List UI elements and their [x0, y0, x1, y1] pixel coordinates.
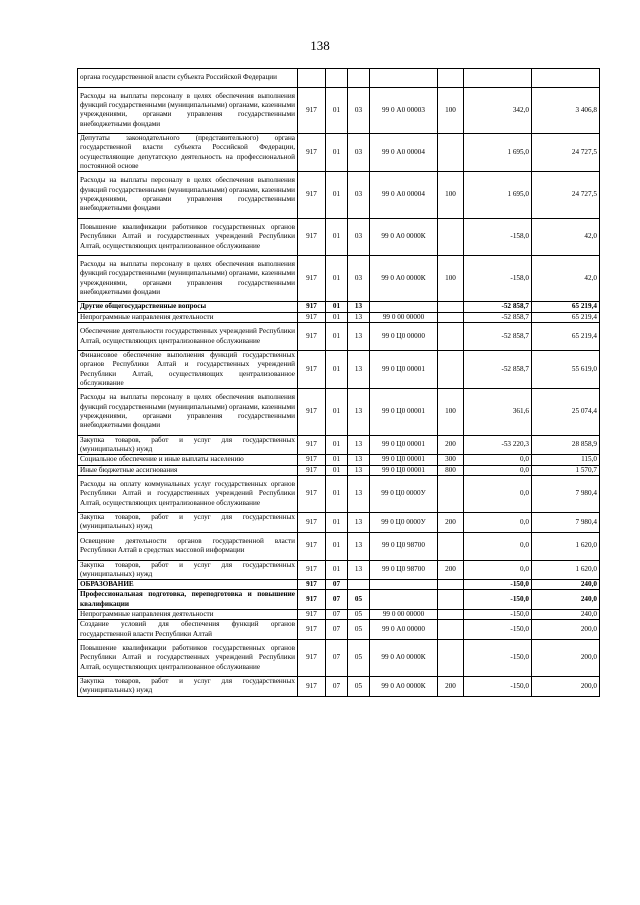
row-subsection-cell: 13 — [348, 302, 370, 312]
row-sum-total-cell: 1 570,7 — [532, 465, 600, 475]
row-sum-total-cell: 42,0 — [532, 255, 600, 302]
row-target-cell: 99 0 А0 00004 — [370, 134, 438, 172]
row-sum-change-cell: -150,0 — [464, 590, 532, 610]
row-name-cell: Закупка товаров, работ и услуг для государственных (муниципальных) нужд — [78, 677, 298, 697]
table-row — [78, 69, 600, 88]
row-sum-change-cell: -52 858,7 — [464, 323, 532, 351]
row-section-cell: 01 — [326, 435, 348, 455]
row-subsection-cell: 13 — [348, 532, 370, 560]
row-sum-change-cell: 361,6 — [464, 389, 532, 436]
table-row — [78, 389, 600, 436]
row-sum-change-cell: -150,0 — [464, 620, 532, 640]
row-section-cell: 07 — [326, 639, 348, 676]
row-subsection-cell: 05 — [348, 677, 370, 697]
row-vr-cell: 200 — [438, 513, 464, 533]
table-row — [78, 323, 600, 351]
row-sum-total-cell: 1 620,0 — [532, 560, 600, 580]
row-sum-total-cell: 200,0 — [532, 639, 600, 676]
row-subsection-cell: 03 — [348, 172, 370, 219]
budget-table-body — [78, 69, 600, 697]
row-name-cell: Депутаты законодательного (представительного) органа государственной власти субъекта Российской Федерации, осуществляющие депутатскую деятельность на профессиональной постоянной основе — [78, 134, 298, 172]
row-target-cell: 99 0 Ц0 00001 — [370, 350, 438, 388]
row-name-cell: органа государственной власти субъекта Российской Федерации — [78, 69, 298, 88]
row-section-cell: 01 — [326, 350, 348, 388]
row-vr-cell: 100 — [438, 389, 464, 436]
row-code-cell: 917 — [298, 435, 326, 455]
row-target-cell: 99 0 Ц0 00000 — [370, 323, 438, 351]
table-row — [78, 87, 600, 134]
row-sum-total-cell — [532, 69, 600, 88]
row-target-cell — [370, 590, 438, 610]
row-sum-total-cell: 7 980,4 — [532, 513, 600, 533]
row-section-cell: 01 — [326, 87, 348, 134]
row-name-cell: Расходы на выплаты персоналу в целях обеспечения выполнения функций государственными (муниципальными) органами, казенными учреждениями, органами управления государственными внебюджетными фондами — [78, 255, 298, 302]
row-code-cell: 917 — [298, 639, 326, 676]
row-subsection-cell: 05 — [348, 639, 370, 676]
row-vr-cell: 200 — [438, 560, 464, 580]
row-target-cell: 99 0 А0 00000 — [370, 620, 438, 640]
table-row — [78, 350, 600, 388]
row-code-cell: 917 — [298, 560, 326, 580]
row-name-cell: Закупка товаров, работ и услуг для государственных (муниципальных) нужд — [78, 513, 298, 533]
row-target-cell: 99 0 Ц0 98700 — [370, 560, 438, 580]
row-vr-cell — [438, 323, 464, 351]
row-sum-total-cell: 42,0 — [532, 218, 600, 255]
row-sum-change-cell: 0,0 — [464, 560, 532, 580]
row-section-cell: 01 — [326, 323, 348, 351]
budget-table — [77, 68, 600, 697]
row-target-cell — [370, 302, 438, 312]
table-row — [78, 302, 600, 312]
row-name-cell: Закупка товаров, работ и услуг для государственных (муниципальных) нужд — [78, 435, 298, 455]
row-target-cell: 99 0 А0 0000К — [370, 639, 438, 676]
row-code-cell — [298, 69, 326, 88]
row-sum-total-cell: 240,0 — [532, 580, 600, 590]
table-row — [78, 580, 600, 590]
row-section-cell: 01 — [326, 255, 348, 302]
row-name-cell: Расходы на оплату коммунальных услуг государственных органов Республики Алтай и государственных учреждений Республики Алтай, осуществляющих централизованное обслуживание — [78, 475, 298, 512]
row-code-cell: 917 — [298, 580, 326, 590]
row-sum-total-cell: 200,0 — [532, 677, 600, 697]
row-subsection-cell: 13 — [348, 465, 370, 475]
row-code-cell: 917 — [298, 389, 326, 436]
row-section-cell: 01 — [326, 134, 348, 172]
row-sum-change-cell: -158,0 — [464, 218, 532, 255]
row-sum-total-cell: 7 980,4 — [532, 475, 600, 512]
row-vr-cell — [438, 312, 464, 322]
row-subsection-cell: 13 — [348, 475, 370, 512]
row-code-cell: 917 — [298, 323, 326, 351]
row-subsection-cell: 03 — [348, 218, 370, 255]
row-name-cell: Другие общегосударственные вопросы — [78, 302, 298, 312]
row-subsection-cell: 05 — [348, 609, 370, 619]
row-name-cell: Обеспечение деятельности государственных учреждений Республики Алтай, осуществляющих централизованное обслуживание — [78, 323, 298, 351]
row-subsection-cell: 13 — [348, 389, 370, 436]
row-code-cell: 917 — [298, 532, 326, 560]
table-row — [78, 435, 600, 455]
row-vr-cell: 300 — [438, 455, 464, 465]
table-row — [78, 455, 600, 465]
row-section-cell: 01 — [326, 513, 348, 533]
row-section-cell: 01 — [326, 560, 348, 580]
row-code-cell: 917 — [298, 302, 326, 312]
row-target-cell: 99 0 Ц0 0000У — [370, 475, 438, 512]
row-sum-total-cell: 24 727,5 — [532, 172, 600, 219]
table-row — [78, 312, 600, 322]
row-vr-cell: 800 — [438, 465, 464, 475]
row-sum-change-cell: 0,0 — [464, 465, 532, 475]
row-sum-total-cell: 55 619,0 — [532, 350, 600, 388]
row-target-cell: 99 0 Ц0 00001 — [370, 455, 438, 465]
row-target-cell: 99 0 00 00000 — [370, 609, 438, 619]
row-section-cell: 01 — [326, 532, 348, 560]
row-name-cell: ОБРАЗОВАНИЕ — [78, 580, 298, 590]
row-sum-change-cell: 0,0 — [464, 532, 532, 560]
row-code-cell: 917 — [298, 350, 326, 388]
row-target-cell: 99 0 А0 0000К — [370, 218, 438, 255]
row-section-cell: 07 — [326, 580, 348, 590]
row-sum-total-cell: 115,0 — [532, 455, 600, 465]
row-sum-total-cell: 65 219,4 — [532, 302, 600, 312]
row-section-cell: 07 — [326, 677, 348, 697]
table-row — [78, 677, 600, 697]
row-target-cell: 99 0 А0 0000К — [370, 677, 438, 697]
row-sum-change-cell: 0,0 — [464, 513, 532, 533]
table-row — [78, 218, 600, 255]
row-name-cell: Повышение квалификации работников государственных органов Республики Алтай и государственных учреждений Республики Алтай, осуществляющих централизованное обслуживание — [78, 639, 298, 676]
row-vr-cell — [438, 350, 464, 388]
row-target-cell: 99 0 00 00000 — [370, 312, 438, 322]
row-vr-cell — [438, 69, 464, 88]
row-section-cell: 01 — [326, 455, 348, 465]
row-name-cell: Расходы на выплаты персоналу в целях обеспечения выполнения функций государственными (муниципальными) органами, казенными учреждениями, органами управления государственными внебюджетными фондами — [78, 389, 298, 436]
table-row — [78, 255, 600, 302]
row-target-cell: 99 0 Ц0 0000У — [370, 513, 438, 533]
row-code-cell: 917 — [298, 172, 326, 219]
row-target-cell: 99 0 А0 0000К — [370, 255, 438, 302]
row-vr-cell — [438, 609, 464, 619]
row-code-cell: 917 — [298, 475, 326, 512]
row-target-cell: 99 0 Ц0 00001 — [370, 435, 438, 455]
row-sum-total-cell: 65 219,4 — [532, 323, 600, 351]
row-vr-cell — [438, 134, 464, 172]
row-vr-cell — [438, 475, 464, 512]
row-name-cell: Создание условий для обеспечения функций органов государственной власти Республики Алтай — [78, 620, 298, 640]
row-code-cell: 917 — [298, 465, 326, 475]
row-vr-cell: 100 — [438, 172, 464, 219]
row-sum-total-cell: 65 219,4 — [532, 312, 600, 322]
row-subsection-cell: 13 — [348, 435, 370, 455]
row-section-cell: 07 — [326, 590, 348, 610]
row-name-cell: Иные бюджетные ассигнования — [78, 465, 298, 475]
row-vr-cell — [438, 590, 464, 610]
row-target-cell: 99 0 А0 00003 — [370, 87, 438, 134]
row-section-cell — [326, 69, 348, 88]
row-target-cell: 99 0 А0 00004 — [370, 172, 438, 219]
row-sum-change-cell: 342,0 — [464, 87, 532, 134]
row-vr-cell — [438, 580, 464, 590]
table-row — [78, 134, 600, 172]
row-subsection-cell: 13 — [348, 455, 370, 465]
row-section-cell: 07 — [326, 620, 348, 640]
row-section-cell: 01 — [326, 218, 348, 255]
row-vr-cell — [438, 532, 464, 560]
row-sum-change-cell: 1 695,0 — [464, 134, 532, 172]
row-section-cell: 01 — [326, 302, 348, 312]
row-vr-cell — [438, 620, 464, 640]
row-section-cell: 01 — [326, 465, 348, 475]
row-name-cell: Непрограммные направления деятельности — [78, 609, 298, 619]
row-sum-total-cell: 1 620,0 — [532, 532, 600, 560]
row-vr-cell: 200 — [438, 677, 464, 697]
row-vr-cell: 100 — [438, 255, 464, 302]
table-row — [78, 620, 600, 640]
row-section-cell: 01 — [326, 475, 348, 512]
row-sum-change-cell: -150,0 — [464, 580, 532, 590]
row-code-cell: 917 — [298, 609, 326, 619]
row-sum-total-cell: 240,0 — [532, 609, 600, 619]
row-sum-change-cell: -52 858,7 — [464, 312, 532, 322]
row-target-cell — [370, 580, 438, 590]
row-sum-total-cell: 25 074,4 — [532, 389, 600, 436]
row-sum-change-cell: 1 695,0 — [464, 172, 532, 219]
row-name-cell: Расходы на выплаты персоналу в целях обеспечения выполнения функций государственными (муниципальными) органами, казенными учреждениями, органами управления государственными внебюджетными фондами — [78, 172, 298, 219]
row-vr-cell — [438, 302, 464, 312]
row-code-cell: 917 — [298, 134, 326, 172]
row-name-cell: Непрограммные направления деятельности — [78, 312, 298, 322]
row-name-cell: Расходы на выплаты персоналу в целях обеспечения выполнения функций государственными (муниципальными) органами, казенными учреждениями, органами управления государственными внебюджетными фондами — [78, 87, 298, 134]
row-code-cell: 917 — [298, 255, 326, 302]
row-code-cell: 917 — [298, 590, 326, 610]
row-vr-cell: 100 — [438, 87, 464, 134]
row-name-cell: Освещение деятельности органов государственной власти Республики Алтай в средствах массовой информации — [78, 532, 298, 560]
row-target-cell — [370, 69, 438, 88]
row-sum-total-cell: 28 858,9 — [532, 435, 600, 455]
row-subsection-cell — [348, 580, 370, 590]
row-sum-change-cell: 0,0 — [464, 475, 532, 512]
row-subsection-cell: 13 — [348, 513, 370, 533]
row-code-cell: 917 — [298, 513, 326, 533]
row-sum-change-cell: -150,0 — [464, 677, 532, 697]
table-row — [78, 590, 600, 610]
row-sum-change-cell: 0,0 — [464, 455, 532, 465]
row-sum-change-cell: -53 220,3 — [464, 435, 532, 455]
row-subsection-cell: 13 — [348, 350, 370, 388]
row-code-cell: 917 — [298, 455, 326, 465]
row-section-cell: 01 — [326, 172, 348, 219]
row-section-cell: 07 — [326, 609, 348, 619]
page-number: 138 — [310, 38, 330, 53]
row-subsection-cell — [348, 69, 370, 88]
row-vr-cell — [438, 218, 464, 255]
row-sum-total-cell: 24 727,5 — [532, 134, 600, 172]
table-row — [78, 465, 600, 475]
row-section-cell: 01 — [326, 389, 348, 436]
row-target-cell: 99 0 Ц0 00001 — [370, 389, 438, 436]
table-row — [78, 172, 600, 219]
table-row — [78, 609, 600, 619]
row-subsection-cell: 05 — [348, 590, 370, 610]
row-sum-total-cell: 200,0 — [532, 620, 600, 640]
row-sum-change-cell: -52 858,7 — [464, 302, 532, 312]
row-code-cell: 917 — [298, 218, 326, 255]
row-sum-change-cell: -150,0 — [464, 609, 532, 619]
row-name-cell: Профессиональная подготовка, переподготовка и повышение квалификации — [78, 590, 298, 610]
row-sum-total-cell: 240,0 — [532, 590, 600, 610]
row-subsection-cell: 05 — [348, 620, 370, 640]
row-subsection-cell: 03 — [348, 134, 370, 172]
row-target-cell: 99 0 Ц0 00001 — [370, 465, 438, 475]
row-subsection-cell: 03 — [348, 87, 370, 134]
row-name-cell: Повышение квалификации работников государственных органов Республики Алтай и государственных учреждений Республики Алтай, осуществляющих централизованное обслуживание — [78, 218, 298, 255]
row-sum-change-cell: -52 858,7 — [464, 350, 532, 388]
row-subsection-cell: 13 — [348, 560, 370, 580]
row-vr-cell: 200 — [438, 435, 464, 455]
table-row — [78, 513, 600, 533]
row-target-cell: 99 0 Ц0 98700 — [370, 532, 438, 560]
row-code-cell: 917 — [298, 620, 326, 640]
row-code-cell: 917 — [298, 677, 326, 697]
row-code-cell: 917 — [298, 87, 326, 134]
row-name-cell: Закупка товаров, работ и услуг для государственных (муниципальных) нужд — [78, 560, 298, 580]
row-name-cell: Финансовое обеспечение выполнения функций государственных органов Республики Алтай и государственных учреждений Республики Алтай, осуществляющих централизованное обслуживание — [78, 350, 298, 388]
row-subsection-cell: 13 — [348, 312, 370, 322]
row-name-cell: Социальное обеспечение и иные выплаты населению — [78, 455, 298, 465]
row-code-cell: 917 — [298, 312, 326, 322]
table-row — [78, 560, 600, 580]
row-sum-change-cell: -150,0 — [464, 639, 532, 676]
row-subsection-cell: 03 — [348, 255, 370, 302]
table-row — [78, 475, 600, 512]
row-sum-total-cell: 3 406,8 — [532, 87, 600, 134]
row-subsection-cell: 13 — [348, 323, 370, 351]
table-row — [78, 639, 600, 676]
row-sum-change-cell — [464, 69, 532, 88]
row-sum-change-cell: -158,0 — [464, 255, 532, 302]
table-row — [78, 532, 600, 560]
row-section-cell: 01 — [326, 312, 348, 322]
row-vr-cell — [438, 639, 464, 676]
